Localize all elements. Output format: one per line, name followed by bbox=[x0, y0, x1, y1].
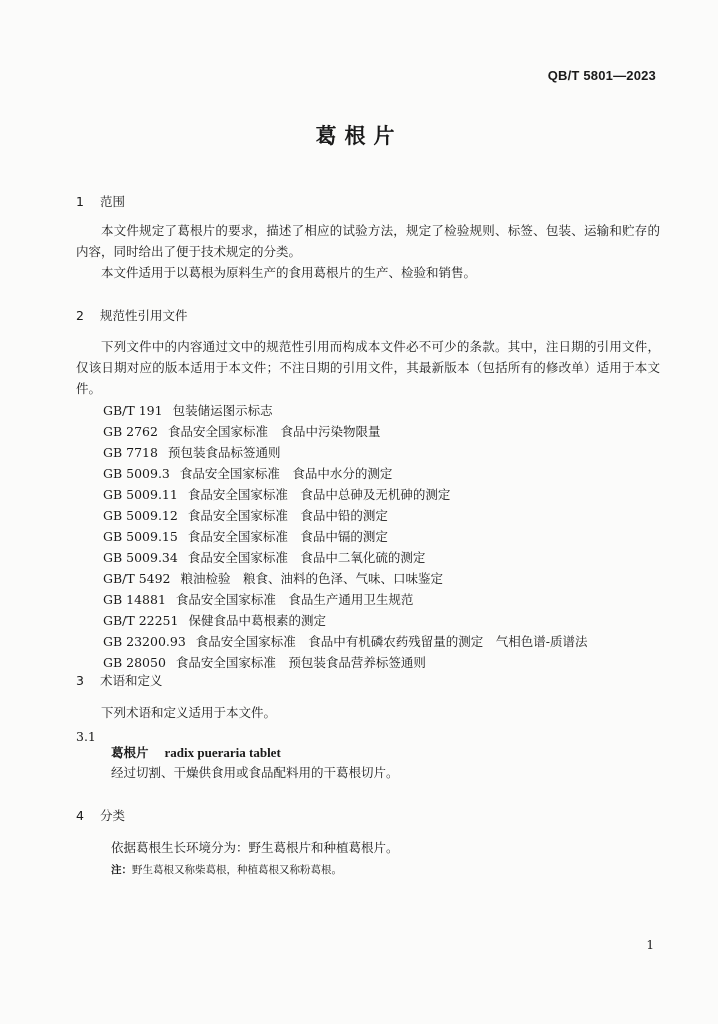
reference-title: 食品安全国家标准 食品中总砷及无机砷的测定 bbox=[187, 487, 451, 502]
section-title: 范围 bbox=[100, 194, 126, 209]
reference-code: GB 5009.3 bbox=[103, 466, 170, 481]
term-chinese: 葛根片 bbox=[111, 745, 149, 760]
reference-item bbox=[103, 400, 588, 421]
reference-item bbox=[103, 652, 588, 673]
reference-title: 包装储运图示标志 bbox=[172, 403, 273, 418]
reference-item bbox=[103, 505, 588, 526]
terms-intro: 下列术语和定义适用于本文件。 bbox=[101, 705, 277, 720]
reference-title: 食品安全国家标准 食品中污染物限量 bbox=[167, 424, 381, 439]
reference-item bbox=[103, 526, 588, 547]
section-number: 1 bbox=[76, 194, 84, 209]
classification-text: 依据葛根生长环境分为：野生葛根片和种植葛根片。 bbox=[111, 840, 399, 855]
term-entry bbox=[111, 743, 281, 761]
section-heading-normative-references bbox=[76, 306, 188, 324]
reference-item bbox=[103, 463, 588, 484]
reference-code: GB 2762 bbox=[103, 424, 158, 439]
term-english: radix pueraria tablet bbox=[164, 745, 281, 760]
reference-title: 食品安全国家标准 食品中镉的测定 bbox=[187, 529, 388, 544]
reference-title: 食品安全国家标准 预包装食品营养标签通则 bbox=[175, 655, 426, 670]
reference-item bbox=[103, 442, 588, 463]
term-definition: 经过切割、干燥供食用或食品配料用的干葛根切片。 bbox=[111, 765, 399, 780]
reference-code: GB 23200.93 bbox=[103, 634, 186, 649]
reference-title: 食品安全国家标准 食品中有机磷农药残留量的测定 气相色谱-质谱法 bbox=[195, 634, 588, 649]
scope-paragraph-2: 本文件适用于以葛根为原料生产的食用葛根片的生产、检验和销售。 bbox=[101, 265, 477, 280]
reference-code: GB/T 5492 bbox=[103, 571, 171, 586]
section-heading-scope bbox=[76, 192, 125, 210]
standard-code: QB/T 5801—2023 bbox=[547, 68, 656, 83]
reference-code: GB 5009.12 bbox=[103, 508, 178, 523]
reference-code: GB 5009.15 bbox=[103, 529, 178, 544]
section-number: 4 bbox=[76, 808, 84, 823]
section-heading-terms bbox=[76, 671, 163, 689]
reference-title: 食品安全国家标准 食品中铅的测定 bbox=[187, 508, 388, 523]
reference-title: 预包装食品标签通则 bbox=[167, 445, 281, 460]
section-heading-classification bbox=[76, 806, 125, 824]
scope-paragraph-1: 本文件规定了葛根片的要求，描述了相应的试验方法，规定了检验规则、标签、包装、运输和贮存的内容，同时给出了便于技术规定的分类。 bbox=[76, 223, 660, 259]
reference-title: 粮油检验 粮食、油料的色泽、气味、口味鉴定 bbox=[180, 571, 444, 586]
section-number: 3 bbox=[76, 673, 84, 688]
reference-item bbox=[103, 568, 588, 589]
reference-code: GB 5009.34 bbox=[103, 550, 178, 565]
classification-note bbox=[111, 862, 342, 877]
reference-item bbox=[103, 421, 588, 442]
reference-item bbox=[103, 589, 588, 610]
page-number: 1 bbox=[646, 938, 654, 952]
reference-item bbox=[103, 484, 588, 505]
document-title: 葛根片 bbox=[315, 124, 403, 148]
reference-list bbox=[103, 400, 588, 673]
section-title: 规范性引用文件 bbox=[100, 308, 188, 323]
note-label: 注： bbox=[111, 864, 132, 876]
section-number: 2 bbox=[76, 308, 84, 323]
reference-code: GB 7718 bbox=[103, 445, 158, 460]
reference-code: GB 28050 bbox=[103, 655, 166, 670]
reference-title: 食品安全国家标准 食品生产通用卫生规范 bbox=[175, 592, 414, 607]
reference-code: GB 14881 bbox=[103, 592, 166, 607]
reference-title: 食品安全国家标准 食品中二氧化硫的测定 bbox=[187, 550, 426, 565]
section-title: 术语和定义 bbox=[100, 673, 163, 688]
reference-item bbox=[103, 631, 588, 652]
section-title: 分类 bbox=[100, 808, 126, 823]
reference-item bbox=[103, 610, 588, 631]
reference-code: GB/T 22251 bbox=[103, 613, 179, 628]
reference-item bbox=[103, 547, 588, 568]
term-number: 3.1 bbox=[76, 729, 96, 744]
reference-title: 食品安全国家标准 食品中水分的测定 bbox=[179, 466, 393, 481]
reference-code: GB/T 191 bbox=[103, 403, 163, 418]
reference-title: 保健食品中葛根素的测定 bbox=[188, 613, 326, 628]
note-text: 野生葛根又称柴葛根，种植葛根又称粉葛根。 bbox=[132, 864, 342, 876]
references-intro: 下列文件中的内容通过文中的规范性引用而构成本文件必不可少的条款。其中，注日期的引用文件，仅该日期对应的版本适用于本文件；不注日期的引用文件，其最新版本（包括所有的修改单）适用于本文件。 bbox=[76, 339, 660, 396]
reference-code: GB 5009.11 bbox=[103, 487, 178, 502]
